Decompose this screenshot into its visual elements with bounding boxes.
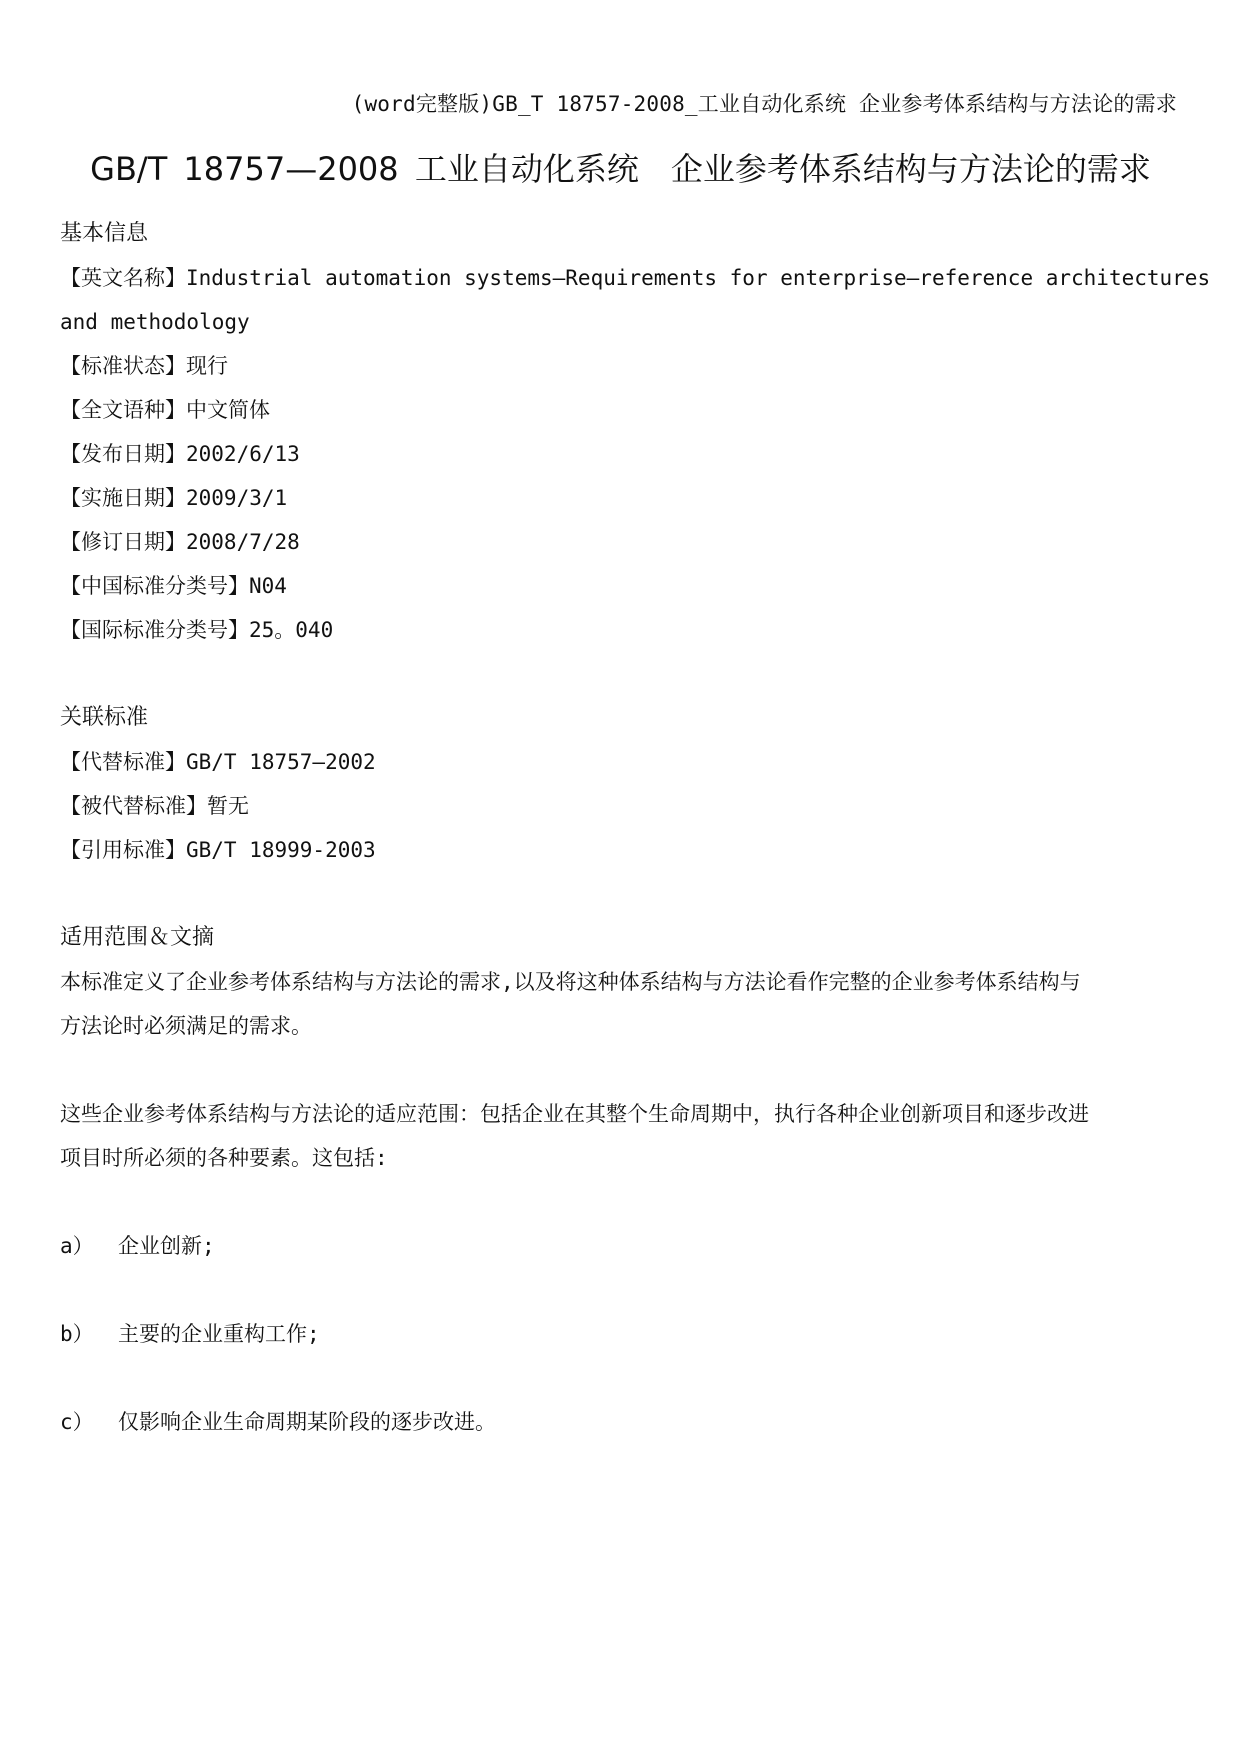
field-revision-date: [60, 520, 1185, 564]
basic-info-heading: 基本信息: [60, 221, 149, 246]
field-replaced-by: [60, 784, 1185, 828]
field-english-name: [60, 256, 1211, 300]
field-value: N04: [249, 574, 287, 598]
document-title: GB/T 18757—2008 工业自动化系统 企业参考体系结构与方法论的需求: [90, 150, 1151, 188]
list-marker: c）: [60, 1410, 94, 1434]
scope-paragraph-1-line-2: 方法论时必须满足的需求。: [60, 1014, 312, 1038]
field-label: 【英文名称】: [60, 266, 186, 290]
field-references: [60, 828, 1185, 872]
field-label: 【中国标准分类号】: [60, 574, 249, 598]
scope-heading: 适用范围＆文摘: [60, 925, 215, 950]
field-label: 【修订日期】: [60, 530, 186, 554]
spacer: [60, 1180, 1185, 1224]
field-english-name-continued: [60, 300, 1185, 344]
field-label: 【全文语种】: [60, 398, 186, 422]
field-label: 【代替标准】: [60, 750, 186, 774]
running-header: (word完整版)GB_T 18757-2008_工业自动化系统 企业参考体系结构与方法论的需求: [351, 92, 1177, 116]
field-label: 【实施日期】: [60, 486, 186, 510]
field-value: 2008/7/28: [186, 530, 300, 554]
spacer: [60, 872, 1185, 916]
field-value: GB/T 18757—2002: [186, 750, 376, 774]
field-value: 2002/6/13: [186, 442, 300, 466]
list-item: [60, 1312, 1185, 1356]
field-value: and methodology: [60, 310, 250, 334]
field-label: 【被代替标准】: [60, 794, 207, 818]
spacer: [60, 652, 1185, 696]
spacer: [60, 1356, 1185, 1400]
scope-paragraph-2-line-1: 这些企业参考体系结构与方法论的适应范围：包括企业在其整个生命周期中，执行各种企业创新项目和逐步改进: [60, 1102, 1089, 1126]
list-item: [60, 1224, 1185, 1268]
field-language: [60, 388, 1185, 432]
scope-paragraph-2-line-2: 项目时所必须的各种要素。这包括:: [60, 1146, 388, 1170]
list-text: 仅影响企业生命周期某阶段的逐步改进。: [118, 1410, 496, 1434]
list-text: 企业创新;: [118, 1234, 215, 1258]
related-standards-heading: 关联标准: [60, 705, 149, 730]
field-publish-date: [60, 432, 1185, 476]
spacer: [60, 1048, 1185, 1092]
field-value: 中文简体: [186, 398, 270, 422]
list-marker: b）: [60, 1322, 94, 1346]
field-label: 【国际标准分类号】: [60, 618, 249, 642]
list-text: 主要的企业重构工作;: [118, 1322, 320, 1346]
spacer: [60, 1268, 1185, 1312]
field-ccs-code: [60, 564, 1185, 608]
field-label: 【引用标准】: [60, 838, 186, 862]
field-label: 【标准状态】: [60, 354, 186, 378]
field-value: 现行: [186, 354, 228, 378]
field-value: GB/T 18999-2003: [186, 838, 376, 862]
field-label: 【发布日期】: [60, 442, 186, 466]
scope-paragraph-1-line-1: 本标准定义了企业参考体系结构与方法论的需求,以及将这种体系结构与方法论看作完整的企业参考体系结构与: [60, 970, 1081, 994]
list-item: [60, 1400, 1185, 1444]
field-value: 25。040: [249, 618, 334, 642]
field-value: Industrial automation systems—Requirements for enterprise—reference architectures: [186, 266, 1211, 290]
field-value: 暂无: [207, 794, 249, 818]
field-value: 2009/3/1: [186, 486, 288, 510]
field-ics-code: [60, 608, 1185, 652]
field-standard-status: [60, 344, 1185, 388]
list-marker: a）: [60, 1234, 94, 1258]
document-body: [60, 212, 1211, 1444]
field-replaces: [60, 740, 1185, 784]
field-implement-date: [60, 476, 1185, 520]
